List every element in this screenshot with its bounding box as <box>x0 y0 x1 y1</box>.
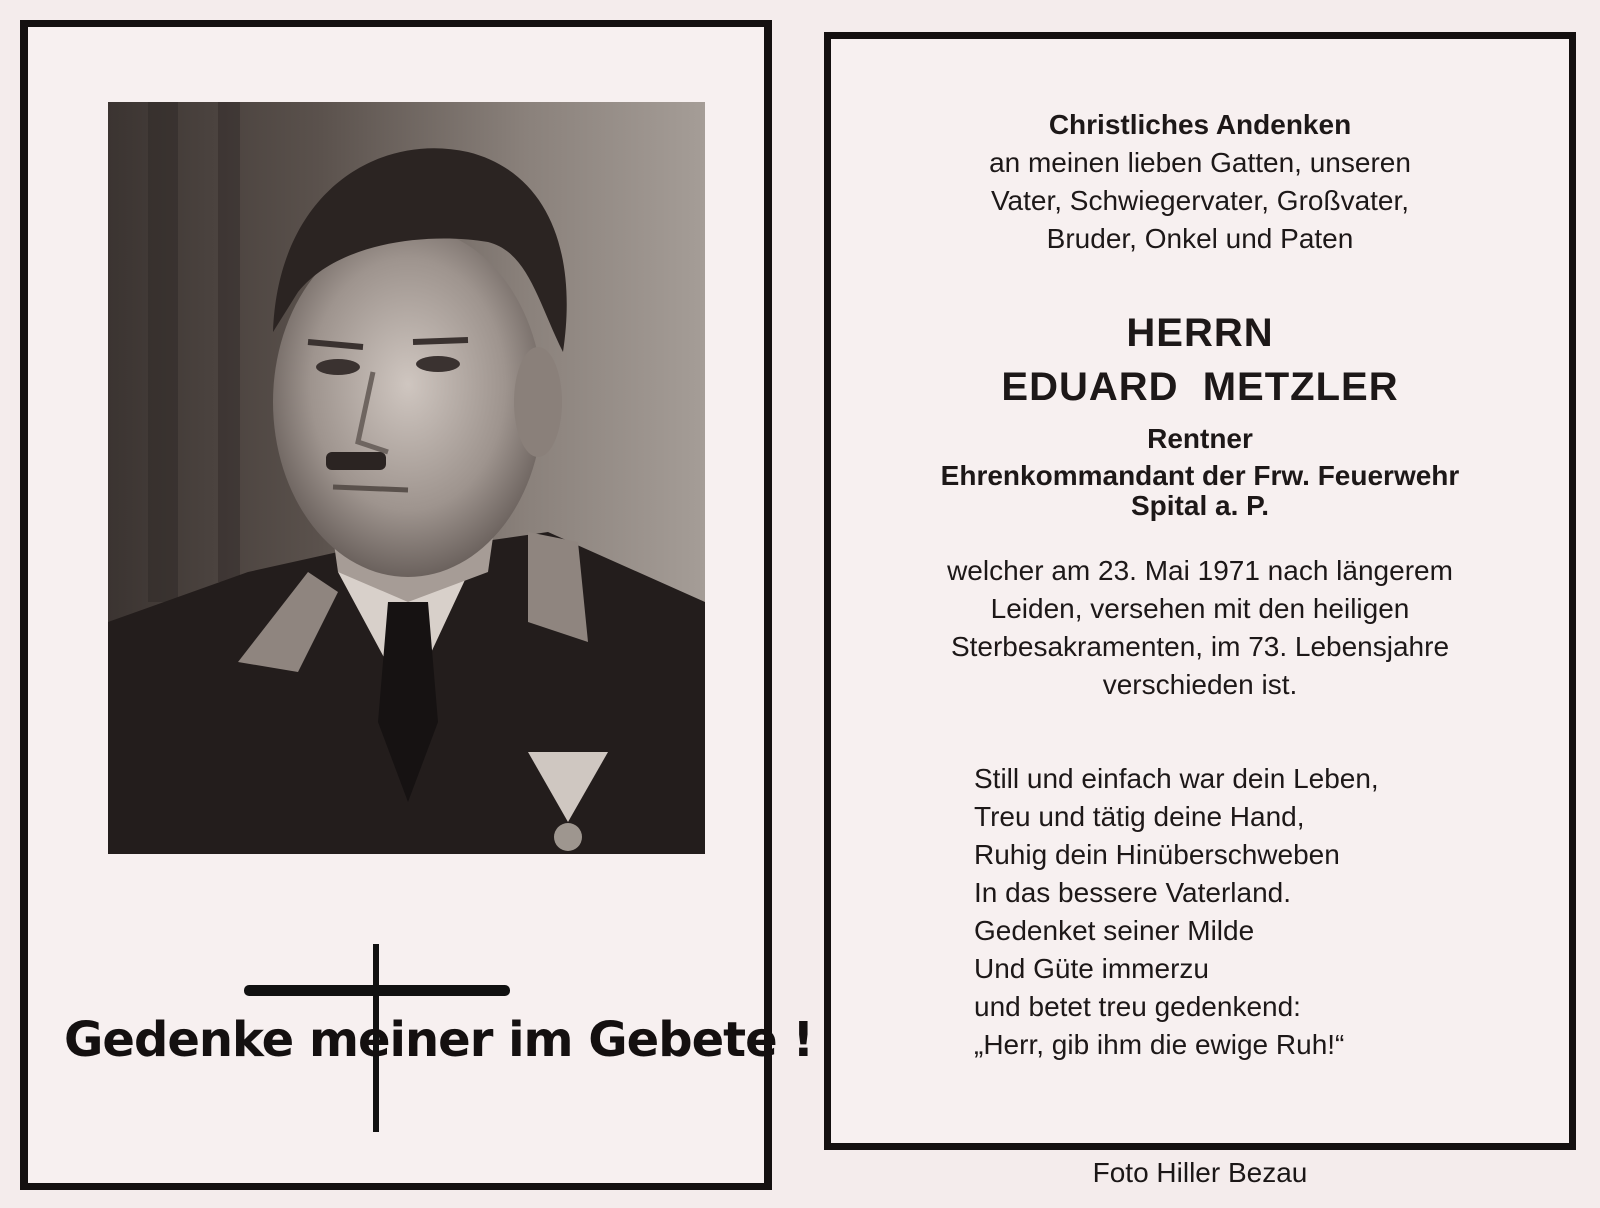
death-notice-line: Leiden, versehen mit den heiligen <box>990 593 1410 624</box>
portrait-illustration <box>108 102 705 854</box>
honorary-title: Ehrenkommandant der Frw. Feuerwehr <box>940 460 1460 491</box>
cross-horizontal <box>244 985 510 996</box>
occupation: Rentner <box>1147 423 1253 454</box>
honorary-title-location: Spital a. P. <box>1131 490 1269 521</box>
verse-line: Ruhig dein Hinüberschweben <box>974 839 1340 870</box>
heading: Christliches Andenken <box>1048 109 1352 140</box>
deceased-name: EDUARD METZLER <box>1001 365 1399 409</box>
verse-line: Still und einfach war dein Leben, <box>974 763 1379 794</box>
death-notice-line: verschieden ist. <box>1102 669 1298 700</box>
intro-line: an meinen lieben Gatten, unseren <box>989 147 1411 178</box>
intro-line: Bruder, Onkel und Paten <box>1046 223 1354 254</box>
intro-line: Vater, Schwiegervater, Großvater, <box>990 185 1410 216</box>
prayer-inscription: Gedenke meiner im Gebete ! <box>64 1012 814 1068</box>
verse-line: In das bessere Vaterland. <box>974 877 1292 908</box>
photo-credit: Foto Hiller Bezau <box>1092 1157 1308 1188</box>
death-notice-line: Sterbesakramenten, im 73. Lebensjahre <box>950 631 1450 662</box>
verse-line: Und Güte immerzu <box>974 953 1209 984</box>
death-notice-line: welcher am 23. Mai 1971 nach längerem <box>947 555 1453 586</box>
portrait-photo <box>108 102 705 854</box>
verse-line: und betet treu gedenkend: <box>974 991 1301 1022</box>
verse-line: „Herr, gib ihm die ewige Ruh!“ <box>974 1029 1345 1060</box>
memorial-card-text <box>824 32 1576 1150</box>
verse-line: Treu und tätig deine Hand, <box>974 801 1305 832</box>
salutation: HERRN <box>1126 311 1274 355</box>
verse-line: Gedenket seiner Milde <box>974 915 1255 946</box>
memorial-card-front <box>20 20 814 1190</box>
